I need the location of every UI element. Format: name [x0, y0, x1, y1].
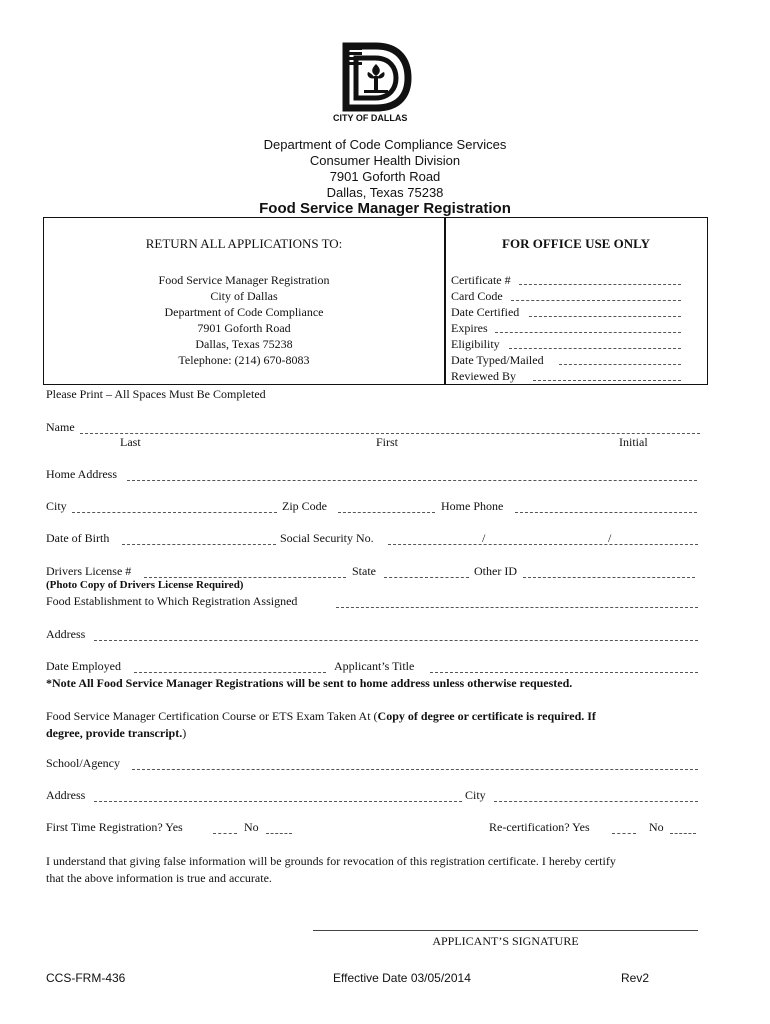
logo-caption: CITY OF DALLAS	[333, 113, 408, 123]
first-label: First	[376, 435, 399, 449]
state-label: State	[352, 564, 376, 578]
recert-no-label: No	[649, 820, 664, 834]
header-division: Consumer Health Division	[309, 153, 461, 168]
form-number: CCS-FRM-436	[46, 971, 126, 985]
dallas-d-icon	[342, 42, 412, 112]
establishment-input[interactable]	[336, 607, 698, 608]
address-label: Address	[46, 627, 86, 641]
reviewed-by-line[interactable]	[533, 380, 681, 381]
recert-yes-input[interactable]	[612, 833, 636, 834]
return-line: Food Service Manager Registration	[158, 273, 330, 287]
course-label: Food Service Manager Certification Course or ETS Exam Taken At (	[46, 709, 378, 723]
ssn-separator: /	[608, 531, 612, 545]
header-street: 7901 Goforth Road	[329, 169, 441, 184]
expires-line[interactable]	[495, 332, 681, 333]
office-field-label: Expires	[451, 321, 488, 335]
dl-label: Drivers License #	[46, 564, 132, 578]
page-title: Food Service Manager Registration	[259, 200, 511, 217]
dob-label: Date of Birth	[46, 531, 110, 545]
office-fields	[451, 272, 681, 384]
return-line: Department of Code Compliance	[164, 305, 324, 319]
other-id-input[interactable]	[523, 577, 695, 578]
header-city: Dallas, Texas 75238	[326, 185, 444, 200]
certificate-line[interactable]	[519, 284, 681, 285]
dl-note: (Photo Copy of Drivers License Required)	[46, 579, 244, 591]
ssn-separator: /	[482, 531, 486, 545]
return-line: Dallas, Texas 75238	[195, 337, 293, 351]
applicant-title-input[interactable]	[430, 672, 698, 673]
school-label: School/Agency	[46, 756, 120, 770]
signature-label: APPLICANT’S SIGNATURE	[432, 934, 579, 948]
school-city-input[interactable]	[494, 801, 698, 802]
applicant-title-label: Applicant’s Title	[334, 659, 415, 673]
eligibility-line[interactable]	[509, 348, 681, 349]
first-time-no-label: No	[244, 820, 259, 834]
return-heading: RETURN ALL APPLICATIONS TO:	[145, 236, 343, 251]
date-employed-input[interactable]	[134, 672, 326, 673]
ssn-input[interactable]	[388, 544, 698, 545]
effective-date: Effective Date 03/05/2014	[333, 971, 471, 985]
address-input[interactable]	[94, 640, 698, 641]
revision: Rev2	[621, 971, 650, 985]
office-field-label: Date Certified	[451, 305, 520, 319]
return-line: Telephone: (214) 670-8083	[178, 353, 310, 367]
zip-input[interactable]	[338, 512, 435, 513]
certify-line-2: that the above information is true and accurate.	[46, 871, 272, 885]
home-phone-label: Home Phone	[441, 499, 504, 513]
certification-statement	[46, 853, 616, 887]
return-line: City of Dallas	[210, 289, 278, 303]
school-input[interactable]	[132, 769, 698, 770]
header	[0, 137, 770, 201]
establishment-label: Food Establishment to Which Registration Assigned	[46, 594, 298, 608]
school-address-input[interactable]	[94, 801, 462, 802]
course-end: )	[182, 726, 187, 740]
date-typed-line[interactable]	[559, 364, 681, 365]
header-dept: Department of Code Compliance Services	[263, 137, 507, 152]
home-address-label: Home Address	[46, 467, 117, 481]
city-input[interactable]	[72, 512, 277, 513]
home-address-input[interactable]	[127, 480, 697, 481]
course-text	[46, 708, 706, 742]
office-field-label: Certificate #	[451, 273, 511, 287]
date-employed-label: Date Employed	[46, 659, 121, 673]
home-phone-input[interactable]	[515, 512, 697, 513]
office-field-label: Card Code	[451, 289, 503, 303]
other-id-label: Other ID	[474, 564, 517, 578]
card-code-line[interactable]	[511, 300, 681, 301]
city-label: City	[46, 499, 67, 513]
office-field-label: Eligibility	[451, 337, 500, 351]
last-label: Last	[120, 435, 141, 449]
state-input[interactable]	[384, 577, 469, 578]
home-address-note: *Note All Food Service Manager Registrations will be sent to home address unless otherwise requested.	[46, 676, 573, 690]
first-time-label: First Time Registration? Yes	[46, 820, 183, 834]
date-certified-line[interactable]	[529, 316, 681, 317]
certify-line-1: I understand that giving false information will be grounds for revocation of this registration certificate. I hereby certify	[46, 854, 616, 868]
dl-input[interactable]	[144, 577, 346, 578]
recert-label: Re-certification? Yes	[489, 820, 590, 834]
course-requirement-2: degree, provide transcript.	[46, 726, 183, 740]
school-address-label: Address	[46, 788, 86, 802]
recert-no-input[interactable]	[670, 833, 696, 834]
school-city-label: City	[465, 788, 486, 802]
dob-input[interactable]	[122, 544, 276, 545]
instructions: Please Print – All Spaces Must Be Completed	[46, 387, 266, 401]
signature-input[interactable]	[313, 930, 698, 931]
name-input[interactable]	[80, 433, 700, 434]
office-heading: FOR OFFICE USE ONLY	[502, 236, 650, 251]
return-address	[45, 272, 443, 368]
ssn-label: Social Security No.	[280, 531, 374, 545]
office-field-label: Date Typed/Mailed	[451, 353, 544, 367]
first-time-yes-input[interactable]	[213, 833, 237, 834]
first-time-no-input[interactable]	[266, 833, 292, 834]
course-requirement: Copy of degree or certificate is required. If	[377, 709, 596, 723]
city-logo	[342, 42, 412, 112]
name-label: Name	[46, 420, 75, 434]
office-field-label: Reviewed By	[451, 369, 516, 383]
initial-label: Initial	[619, 435, 648, 449]
return-line: 7901 Goforth Road	[197, 321, 291, 335]
zip-label: Zip Code	[282, 499, 327, 513]
